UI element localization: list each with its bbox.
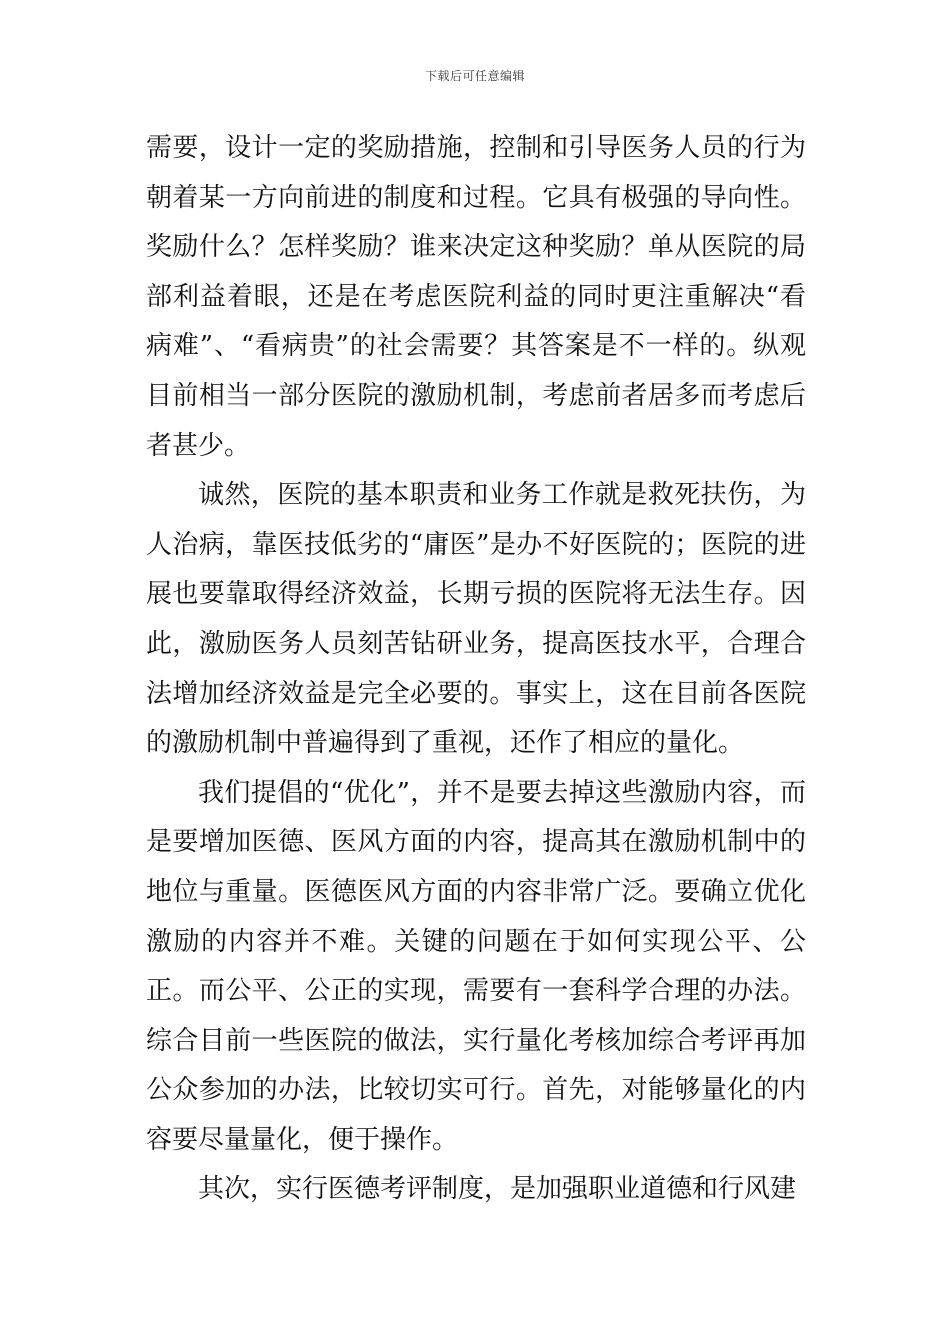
paragraph-1: 需要，设计一定的奖励措施，控制和引导医务人员的行为朝着某一方向前进的制度和过程。它具有极强的导向性。奖励什么？怎样奖励？谁来决定这种奖励？单从医院的局部利益着眼，还是在考虑医院利益的同时更注重解决“看病难”、“看病贵”的社会需要？其答案是不一样的。纵观目前相当一部分医院的激励机制，考虑前者居多而考虑后者甚少。 bbox=[146, 133, 806, 461]
paragraph-4: 其次，实行医德考评制度，是加强职业道德和行风建 bbox=[198, 1174, 797, 1205]
paragraph-2: 诚然，医院的基本职责和业务工作就是救死扶伤，为人治病，靠医技低劣的“庸医”是办不好医院的；医院的进展也要靠取得经济效益，长期亏损的医院将无法生存。因此，激励医务人员刻苦钻研业务，提高医技水平，合理合法增加经济效益是完全必要的。事实上，这在目前各医院的激励机制中普遍得到了重视，还作了相应的量化。 bbox=[146, 480, 806, 759]
body-text bbox=[146, 124, 806, 1215]
header-note: 下载后可任意编辑 bbox=[424, 69, 525, 83]
paragraph-3: 我们提倡的“优化”，并不是要去掉这些激励内容，而是要增加医德、医风方面的内容，提高其在激励机制中的地位与重量。医德医风方面的内容非常广泛。要确立优化激励的内容并不难。关键的问题在于如何实现公平、公正。而公平、公正的实现，需要有一套科学合理的办法。综合目前一些医院的做法，实行量化考核加综合考评再加公众参加的办法，比较切实可行。首先，对能够量化的内容要尽量量化，便于操作。 bbox=[146, 777, 806, 1155]
